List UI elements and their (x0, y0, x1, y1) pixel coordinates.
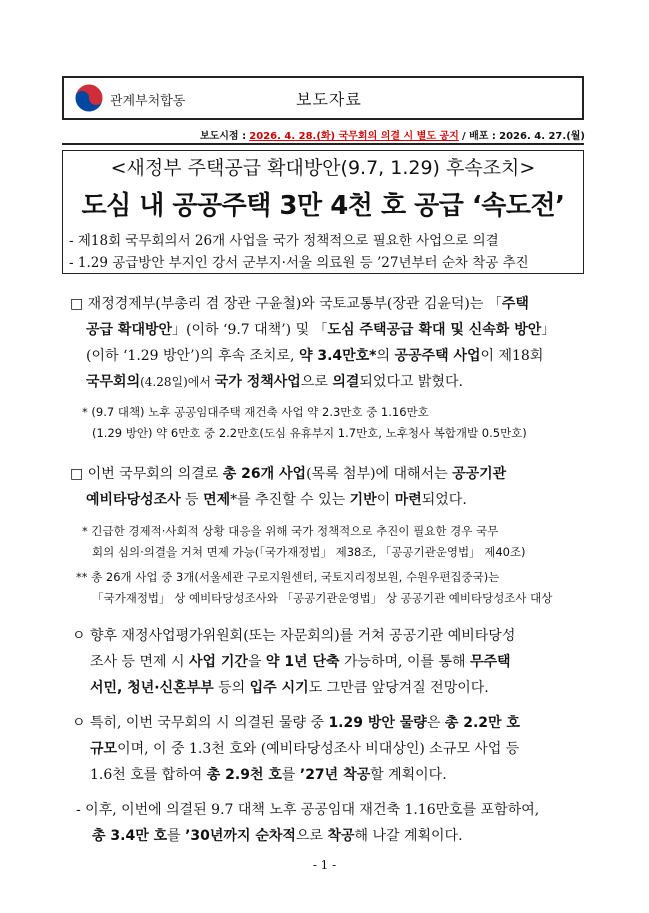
para3-line1: ㅇ 향후 재정사업평가위원회(또는 자문회의)를 거쳐 공공기관 예비타당성 (72, 628, 516, 644)
para5-line2: 총 3.4만 호를 ’30년까지 순차적으로 착공해 나갈 계획이다. (92, 828, 463, 844)
page-number: - 1 - (312, 858, 337, 872)
main-title: 도심 내 공공주택 3만 4천 호 공급 ‘속도전’ (81, 191, 565, 221)
government-emblem-icon (74, 83, 104, 113)
para5-line1: - 이후, 이번에 의결된 9.7 대책 노후 공공임대 재건축 1.16만호를 포함하여, (76, 802, 540, 818)
header-org: 관계부처합동 (110, 94, 186, 109)
para2-note: 「국가재정법」 상 예비타당성조사와 「공공기관운영법」 상 공공기관 예비타당성조사 대상 (92, 591, 553, 605)
para1-line4: 국무회의(4.28일)에서 국가 정책사업으로 의결되었다고 밝혔다. (86, 374, 463, 390)
para3-line2: 조사 등 면제 시 사업 기간을 약 1년 단축 가능하며, 이를 통해 무주택 (90, 654, 511, 670)
para1-note: * (9.7 대책) 노후 공공임대주택 재건축 사업 약 2.3만호 중 1.16만호 (82, 405, 429, 419)
title-bullet: - 1.29 공급방안 부지인 강서 군부지·서울 의료원 등 ’27년부터 순차 착공 추진 (69, 255, 529, 271)
para1-note: (1.29 방안) 약 6만호 중 2.2만호(도심 유휴부지 1.7만호, 노후청사 복합개발 0.5만호) (92, 426, 527, 440)
para2-note: 회의 심의·의결을 거쳐 면제 가능(「국가재정법」 제38조, 「공공기관운영법」 제40조) (92, 545, 526, 559)
release-label: / 배포 : (462, 131, 496, 142)
para4-line2: 규모이며, 이 중 1.3천 호와 (예비타당성조사 비대상인) 소규모 사업 등 (90, 741, 520, 757)
para1-line2: 공급 확대방안」(이하 ‘9.7 대책’) 및 「도심 주택공급 확대 및 신속화 방안」 (86, 322, 556, 338)
para2-note: * 긴급한 경제적·사회적 상황 대응을 위해 국가 정책적으로 추진이 필요한 경우 국무 (82, 524, 499, 538)
para4-line1: ㅇ 특히, 이번 국무회의 시 의결된 물량 중 1.29 방안 물량은 총 2.2만 호 (72, 715, 520, 731)
para2-note: ** 총 26개 사업 중 3개(서울세관 구로지원센터, 국토지리정보원, 수원우편집중국)는 (76, 570, 500, 584)
title-box (62, 150, 584, 274)
subtitle: <새정부 주택공급 확대방안(9.7, 1.29) 후속조치> (110, 157, 536, 179)
header-rule (62, 143, 584, 145)
para4-line3: 1.6천 호를 합하여 총 2.9천 호를 ’27년 착공할 계획이다. (90, 767, 447, 783)
para1-line3: (이하 ‘1.29 방안’)의 후속 조치로, 약 3.4만호*의 공공주택 사업이 제18회 (86, 348, 544, 364)
embargo-value: 2026. 4. 28.(화) 국무회의 의결 시 별도 공지 (249, 131, 459, 142)
para2-line2: 예비타당성조사 등 면제*를 추진할 수 있는 기반이 마련되었다. (86, 492, 467, 508)
embargo-line (200, 127, 585, 142)
title-bullet: - 제18회 국무회의서 26개 사업을 국가 정책적으로 필요한 사업으로 의결 (69, 233, 499, 249)
header-doc-type: 보도자료 (296, 90, 362, 109)
header-box (62, 76, 584, 120)
para3-line3: 서민, 청년·신혼부부 등의 입주 시기도 그만큼 앞당겨질 전망이다. (90, 680, 489, 696)
release-value: 2026. 4. 27.(월) (499, 131, 585, 142)
para1-line1: □ 재정경제부(부총리 겸 장관 구윤철)와 국토교통부(장관 김윤덕)는 「주택 (70, 296, 529, 312)
embargo-label: 보도시점 : (199, 131, 247, 142)
para2-line1: □ 이번 국무회의 의결로 총 26개 사업(목록 첨부)에 대해서는 공공기관 (70, 466, 507, 482)
